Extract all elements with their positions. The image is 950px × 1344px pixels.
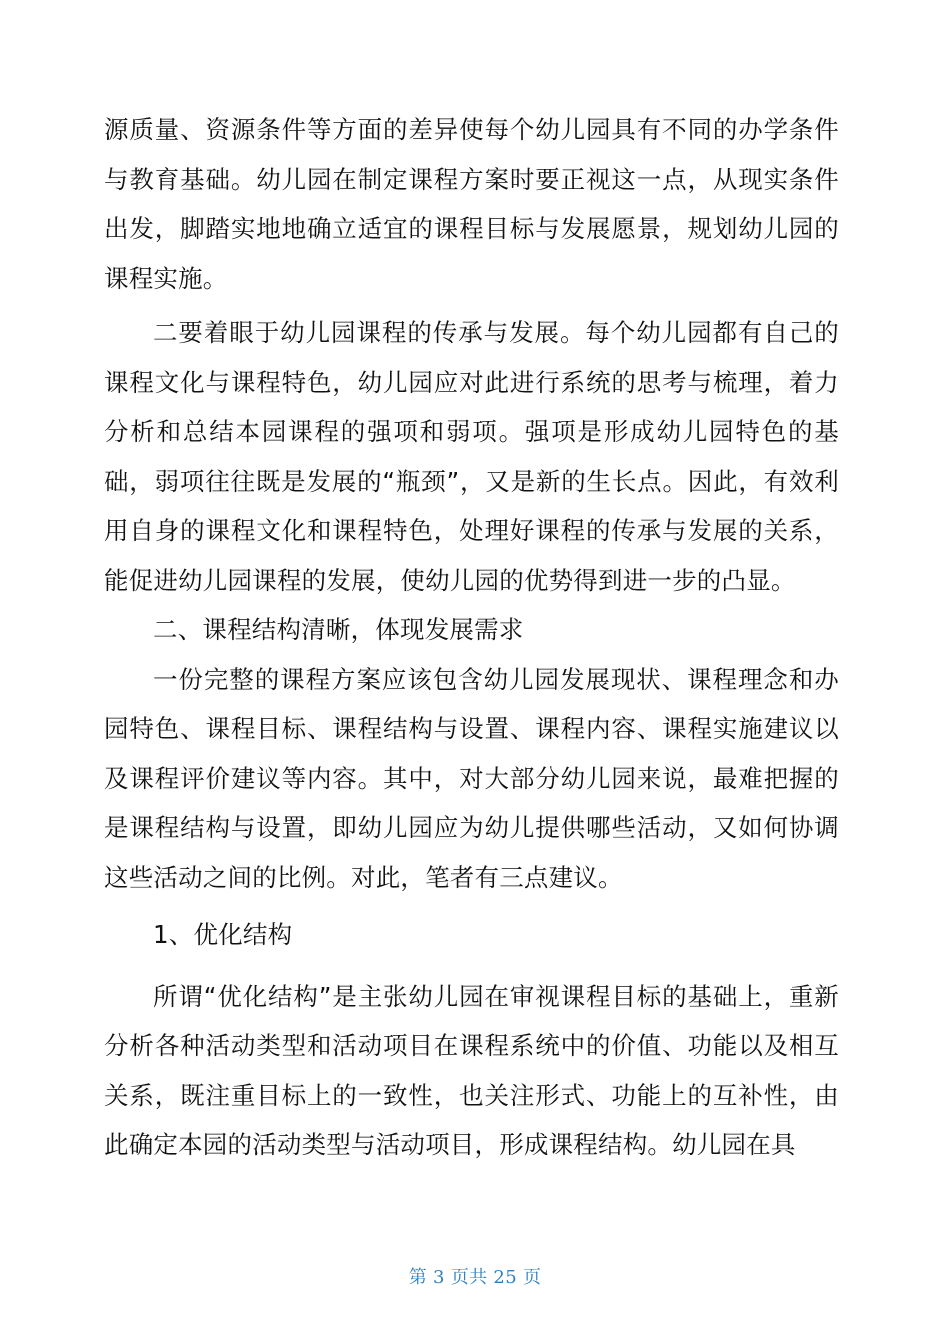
document-body [104,105,839,1170]
paragraph-continuation: 源质量、资源条件等方面的差异使每个幼儿园具有不同的办学条件与教育基础。幼儿园在制定课程方案时要正视这一点，从现实条件出发，脚踏实地地确立适宜的课程目标与发展愿景，规划幼儿园的课程实施。 [104,115,839,293]
paragraph-heritage-development: 二要着眼于幼儿园课程的传承与发展。每个幼儿园都有自己的课程文化与课程特色，幼儿园应对此进行系统的思考与梳理，着力分析和总结本园课程的强项和弱项。强项是形成幼儿园特色的基础，弱项往往既是发展的“瓶颈”，又是新的生长点。因此，有效利用自身的课程文化和课程特色，处理好课程的传承与发展的关系，能促进幼儿园课程的发展，使幼儿园的优势得到进一步的凸显。 [104,318,839,595]
paragraph-optimize-structure: 所谓“优化结构”是主张幼儿园在审视课程目标的基础上，重新分析各种活动类型和活动项目在课程系统中的价值、功能以及相互关系，既注重目标上的一致性，也关注形式、功能上的互补性，由此确定本园的活动类型与活动项目，形成课程结构。幼儿园在具 [104,981,839,1159]
subheading-optimize-structure: 1、优化结构 [153,920,293,949]
paragraph-program-contents: 一份完整的课程方案应该包含幼儿园发展现状、课程理念和办园特色、课程目标、课程结构与设置、课程内容、课程实施建议以及课程评价建议等内容。其中，对大部分幼儿园来说，最难把握的是课程结构与设置，即幼儿园应为幼儿提供哪些活动，又如何协调这些活动之间的比例。对此，笔者有三点建议。 [104,664,839,892]
section-heading-structure: 二、课程结构清晰，体现发展需求 [153,615,524,644]
page-number-footer: 第 3 页共 25 页 [408,1267,542,1288]
